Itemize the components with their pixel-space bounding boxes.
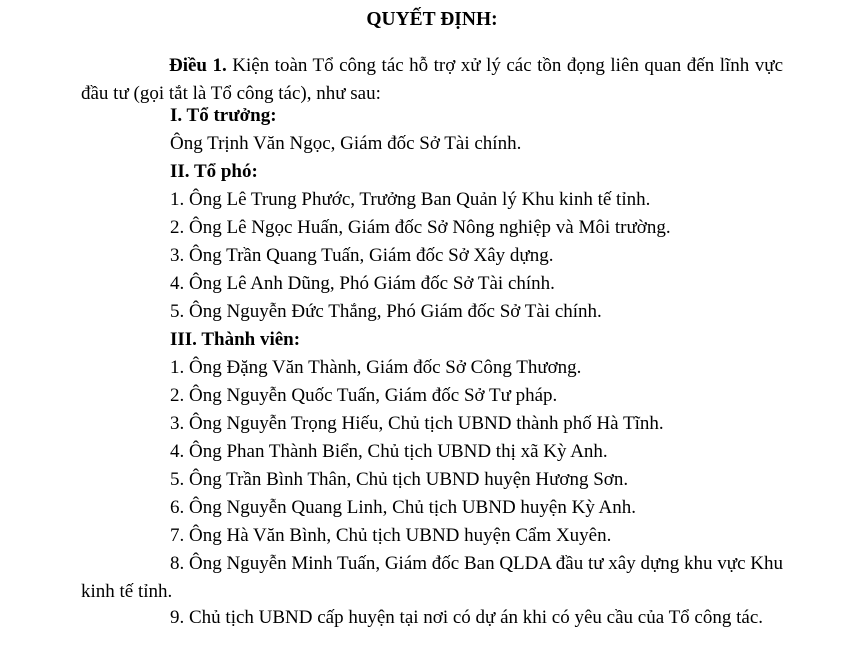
deputy-item: 5. Ông Nguyễn Đức Thắng, Phó Giám đốc Sở Tài chính. [170, 301, 602, 322]
article-1-text: Kiện toàn Tổ công tác hỗ trợ xử lý các tồn đọng liên quan đến lĩnh vực đầu tư (gọi tắt là Tổ công tác), như sau: [81, 55, 783, 104]
deputy-item: 2. Ông Lê Ngọc Huấn, Giám đốc Sở Nông nghiệp và Môi trường. [170, 217, 671, 238]
leader-heading: I. Tổ trưởng: [170, 105, 277, 126]
deputy-item: 1. Ông Lê Trung Phước, Trưởng Ban Quản lý Khu kinh tế tỉnh. [170, 189, 651, 210]
member-item: 7. Ông Hà Văn Bình, Chủ tịch UBND huyện Cẩm Xuyên. [170, 525, 612, 546]
decision-title: QUYẾT ĐỊNH: [366, 9, 498, 30]
deputy-item: 4. Ông Lê Anh Dũng, Phó Giám đốc Sở Tài chính. [170, 273, 555, 294]
article-1-paragraph [81, 52, 783, 108]
member-item: 8. Ông Nguyễn Minh Tuấn, Giám đốc Ban QLDA đầu tư xây dựng khu vực Khu kinh tế tỉnh. [81, 553, 783, 602]
member-item: 2. Ông Nguyễn Quốc Tuấn, Giám đốc Sở Tư pháp. [170, 385, 558, 406]
deputies-heading: II. Tổ phó: [170, 161, 258, 182]
members-heading: III. Thành viên: [170, 329, 301, 350]
deputy-item: 3. Ông Trần Quang Tuấn, Giám đốc Sở Xây dựng. [170, 245, 554, 266]
leader-name: Ông Trịnh Văn Ngọc, Giám đốc Sở Tài chính. [170, 133, 522, 154]
member-item: 9. Chủ tịch UBND cấp huyện tại nơi có dự án khi có yêu cầu của Tổ công tác. [170, 607, 763, 628]
member-item: 4. Ông Phan Thành Biển, Chủ tịch UBND thị xã Kỳ Anh. [170, 441, 608, 462]
member-item: 6. Ông Nguyễn Quang Linh, Chủ tịch UBND huyện Kỳ Anh. [170, 497, 636, 518]
article-1-label: Điều 1. [169, 55, 227, 76]
member-item: 5. Ông Trần Bình Thân, Chủ tịch UBND huyện Hương Sơn. [170, 469, 629, 490]
member-item: 1. Ông Đặng Văn Thành, Giám đốc Sở Công Thương. [170, 357, 582, 378]
member-item: 3. Ông Nguyễn Trọng Hiếu, Chủ tịch UBND thành phố Hà Tĩnh. [170, 413, 664, 434]
